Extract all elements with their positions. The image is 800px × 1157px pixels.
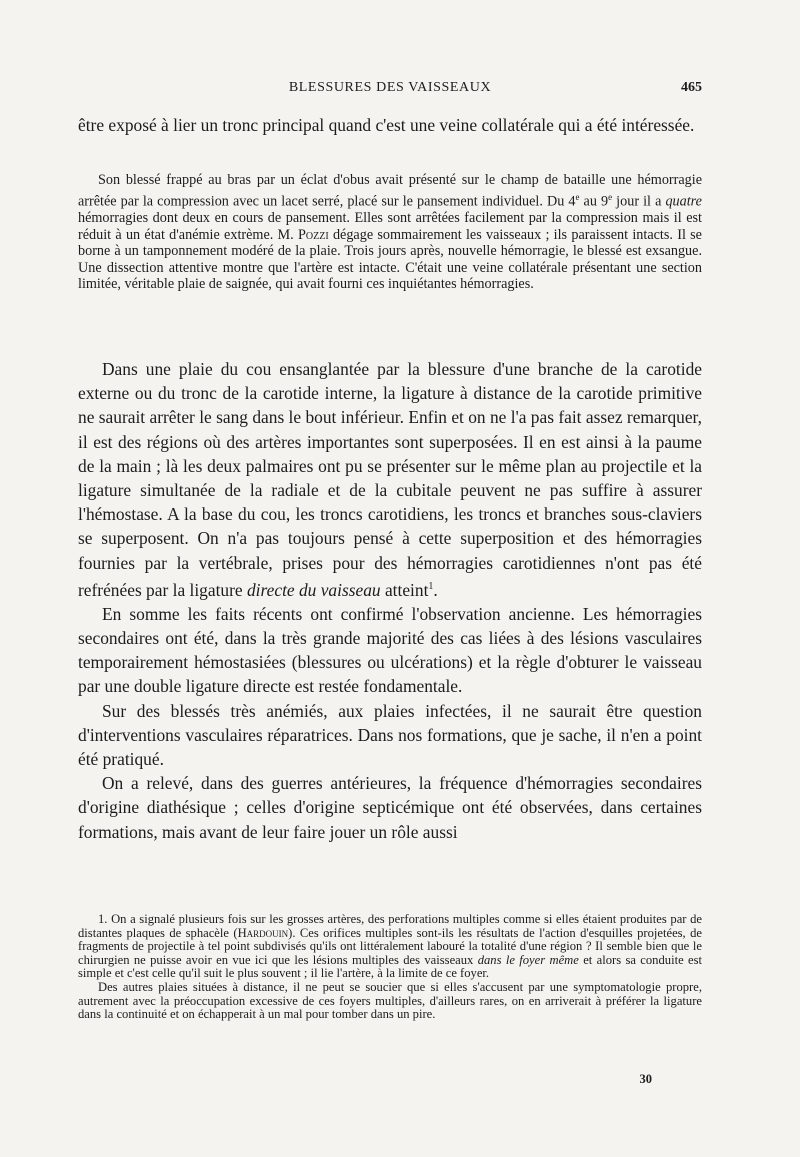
body-text bbox=[78, 357, 702, 844]
running-header bbox=[78, 80, 702, 102]
footnote-1: 1. On a signalé plusieurs fois sur les grosses artères, des perforations multiples comme si elles étaient produites par de distantes plaques de sphacèle (Hardouin). Ces orifices multiples sont-ils les résultats de l'action d'esquilles projetées, de fragments de projectile à tel point subdivisés qu'ils ont littéralement labouré la totalité d'une région ? Il semble bien que le chirurgien ne puisse avoir en vue ici que les lésions multiples des vaisseaux dans le foyer même et alors sa conduite est simple et c'est celle qu'il suit le plus souvent ; il lie l'artère, à la limite de ce foyer. bbox=[78, 912, 702, 981]
paragraph-secondary: On a relevé, dans des guerres antérieures, la fréquence d'hémorragies secondaires d'origine diathésique ; celles d'origine septicémique ont été observées, dans certaines formations, mais avant de leur faire jouer un rôle aussi bbox=[78, 773, 702, 842]
opening-paragraph bbox=[78, 113, 702, 137]
page-number: 465 bbox=[681, 80, 702, 95]
paragraph-continuation: être exposé à lier un tronc principal quand c'est une veine collatérale qui a été intéressée. bbox=[78, 115, 695, 135]
footnote-continuation: Des autres plaies situées à distance, il ne peut se soucier que si elles s'accusent par une symptomatologie propre, autrement avec la préoccupation excessive de ces foyers multiples, d'ailleurs rares, on en arriverait à préférer la ligature dans la continuité et on échapperait à un mal pour tomber dans un pire. bbox=[78, 979, 702, 1022]
footnotes bbox=[78, 913, 702, 1022]
signature-mark: 30 bbox=[639, 1072, 652, 1086]
case-report-paragraph: Son blessé frappé au bras par un éclat d'obus avait présenté sur le champ de bataille une hémorragie arrêtée par la compression avec un lacet serré, placé sur le pansement individuel. Du 4e au 9e jour il a quatre hémorragies dont deux en cours de pansement. Elles sont arrêtées facilement par la compression mais il est réduit à un état d'anémie extrème. M. Pozzi dégage sommairement les vaisseaux ; ils paraissent intacts. Il se borne à un tamponnement modéré de la plaie. Trois jours après, nouvelle hémorragie, le blessé est exsangue. Une dissection attentive montre que l'artère est intacte. C'était une veine collatérale présentant une section limitée, véritable plaie de saignée, qui avait fourni ces inquiétantes hémorragies. bbox=[78, 172, 702, 293]
paragraph-anemia: Sur des blessés très anémiés, aux plaies infectées, il ne saurait être question d'interventions vasculaires réparatrices. Dans nos formations, que je sache, il n'en a point été pratiqué. bbox=[78, 700, 702, 770]
running-title: BLESSURES DES VAISSEAUX bbox=[288, 80, 492, 95]
case-report bbox=[78, 172, 702, 293]
paragraph-carotid: Dans une plaie du cou ensanglantée par la blessure d'une branche de la carotide externe ou du tronc de la carotide interne, la ligature à distance de la carotide primitive ne saurait arrêter le sang dans le bout inférieur. Enfin et on ne l'a pas fait assez remarquer, il est des régions où des artères importantes sont superposées. Il en est ainsi à la paume de la main ; là les deux palmaires ont pu se présenter sur le même plan au projectile et la ligature simultanée de la radiale et de la cubitale peuvent ne pas suffire à assurer l'hémostase. A la base du cou, les troncs carotidiens, les troncs et branches sous-claviers se superposent. On n'a pas toujours pensé à cette superposition et des hémorragies fournies par la vertébrale, prises pour des hémorragies carotidiennes n'ont pas été refrénées par la ligature directe du vaisseau atteint$^1$. bbox=[78, 359, 702, 600]
paragraph-summary: En somme les faits récents ont confirmé l'observation ancienne. Les hémorragies secondaires ont été, dans la très grande majorité des cas liées à des lésions vasculaires temporairement hémostasiées (blessures ou ulcérations) et la règle d'obturer le vaisseau par une double ligature directe est restée fondamentale. bbox=[78, 603, 702, 697]
